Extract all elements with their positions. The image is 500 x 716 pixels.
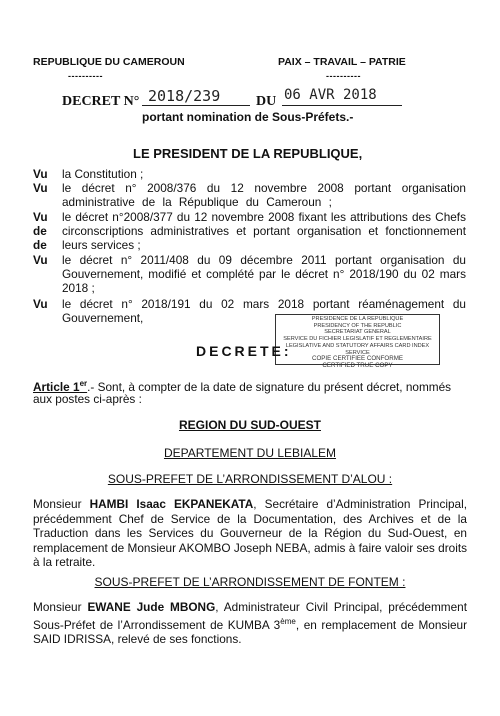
decree-date: 06 AVR 2018 bbox=[284, 87, 377, 103]
decree-number-line bbox=[142, 86, 250, 106]
header-left: REPUBLIQUE DU CAMEROUN bbox=[33, 56, 185, 68]
consideration-line: administrative de la République du Cameroun ; bbox=[62, 195, 332, 209]
appointee-title: Monsieur bbox=[33, 497, 82, 511]
decree-subject: portant nomination de Sous-Préfets.- bbox=[142, 110, 354, 124]
consideration-line: la Constitution ; bbox=[62, 167, 144, 181]
appointment-text: , Secrétaire d’Administration Principal, précédemment Chef de Service de la Documentation, des Archives et de la Traduction dans les Services du Gouverneur de la Région du Sud-Ouest, en remplacement de Monsieur AKOMBO Joseph NEBA, admis à faire valoir ses droits à la retraite. bbox=[33, 497, 468, 570]
certification-stamp bbox=[275, 314, 440, 369]
appointment-text: , Administrateur Civil Principal, précédemment Sous-Préfet de l’Arrondissement de KUMBA 3 bbox=[33, 600, 467, 632]
appointment-paragraph bbox=[33, 600, 467, 647]
stamp-line: LEGISLATIVE AND STATUTORY AFFAIRS CARD INDEX SERVICE bbox=[285, 342, 430, 356]
decree-label: DECRET N° bbox=[62, 94, 140, 109]
consideration-line: le décret n° 2011/408 du 09 décembre 2011 portant organisation du bbox=[62, 253, 466, 267]
appointee-name: EWANE Jude MBONG bbox=[87, 600, 216, 614]
stamp-line: PRESIDENCE DE LA REPUBLIQUE bbox=[311, 316, 404, 322]
vu-marker: Vu bbox=[33, 181, 48, 195]
vu-marker: de bbox=[33, 224, 47, 238]
department-heading: DEPARTEMENT DU LEBIALEM bbox=[163, 446, 337, 460]
article-text: .- Sont, à compter de la date de signature du présent décret, nommés bbox=[87, 379, 452, 394]
appointment-text: , en remplacement de Monsieur SAID IDRISSA, relevé de ses fonctions. bbox=[33, 617, 467, 647]
appointee-name: HAMBI Isaac EKPANEKATA bbox=[89, 497, 254, 511]
section-heading: SOUS-PREFET DE L’ARRONDISSEMENT D’ALOU : bbox=[107, 472, 393, 486]
article-text-2: aux postes ci-après : bbox=[33, 392, 142, 406]
vu-marker: Vu bbox=[33, 297, 48, 311]
consideration-line: le décret n° 2018/191 du 02 mars 2018 portant réaménagement du bbox=[62, 297, 466, 311]
consideration-line: circonscriptions administratives et portant organisation et fonctionnement bbox=[62, 224, 466, 238]
stamp-line: CERTIFIED TRUE COPY bbox=[322, 361, 393, 369]
vu-marker: Vu bbox=[33, 253, 48, 267]
appointee-title: Monsieur bbox=[33, 600, 82, 614]
consideration-line: Gouvernement, bbox=[62, 311, 144, 325]
decree-number: 2018/239 bbox=[148, 87, 221, 105]
decrete-heading: DECRETE: bbox=[196, 343, 292, 359]
header-right: PAIX – TRAVAIL – PATRIE bbox=[278, 56, 406, 68]
decree-du: DU bbox=[256, 94, 277, 109]
stamp-line: COPIE CERTIFIEE CONFORME bbox=[312, 355, 403, 363]
appointment-paragraph bbox=[33, 497, 467, 570]
consideration-line: 2018 ; bbox=[62, 281, 95, 295]
article-label-sup: er bbox=[79, 379, 88, 388]
president-heading: LE PRESIDENT DE LA REPUBLIQUE, bbox=[133, 146, 363, 161]
region-heading: REGION DU SUD-OUEST bbox=[178, 418, 321, 432]
stamp-line: SERVICE DU FICHIER LEGISLATIF ET REGLEMENTAIRE bbox=[283, 336, 432, 343]
header-right-dashes: ---------- bbox=[326, 71, 361, 81]
section-heading: SOUS-PREFET DE L’ARRONDISSEMENT DE FONTEM : bbox=[94, 575, 406, 589]
consideration-line: le décret n°2008/377 du 12 novembre 2008 fixant les attributions des Chefs bbox=[62, 210, 466, 224]
vu-marker: de bbox=[33, 238, 47, 252]
vu-marker: Vu bbox=[33, 210, 48, 224]
decree-date-line bbox=[282, 86, 402, 106]
stamp-line: SECRETARIAT GENERAL bbox=[324, 329, 391, 336]
consideration-line: Gouvernement, modifié et complété par le décret n° 2018/190 du 02 mars bbox=[62, 267, 466, 281]
stamp-line: PRESIDENCY OF THE REPUBLIC bbox=[313, 322, 402, 329]
header-left-dashes: ---------- bbox=[68, 71, 103, 81]
consideration-line: le décret n° 2008/376 du 12 novembre 2008 portant organisation bbox=[62, 181, 466, 195]
consideration-line: leurs services ; bbox=[62, 238, 141, 252]
appointment-sup: ème bbox=[280, 616, 296, 626]
vu-marker: Vu bbox=[33, 167, 48, 181]
article-label-text: Article 1 bbox=[33, 379, 80, 394]
